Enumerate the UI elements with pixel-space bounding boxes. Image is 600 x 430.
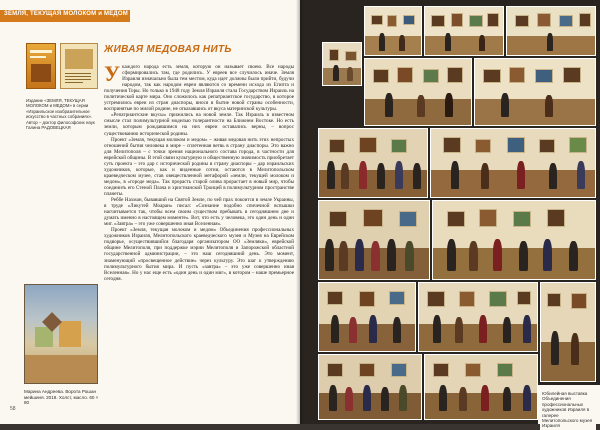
book-caption: Издание «ЗЕМЛЯ, ТЕКУЩАЯ МОЛОКОМ и МЕДОМ» в серии «Израильское изобразительное искусство в частных собраниях». Автор – доктор философских наук Галина РАДОВЕЦКАЯ xyxy=(26,98,95,131)
article-paragraph: Укаждого народа есть земля, которую он называет своею. Все народы сформировались там, где родились. У евреев все случилось иначе. Земля Израиля изначально была тем местом, куда идет должны были прийти, будучи народом, так как народом евреи являются со времени исхода из Египта и получения Торы. Но только в 1948 году Земля Израиля стала Государством Израиль на политической карте мира. Оно сложилось как репатриантское государство, в которое устремились евреи из стран диаспоры, внося в бытие новой страны особенности, воспринятые по милой родине, не отказавшись от вкуса материнской культуры. xyxy=(104,64,294,113)
exhibition-photo xyxy=(430,128,596,198)
left-page xyxy=(0,0,300,424)
page-number: 58 xyxy=(10,406,16,412)
exhibition-photo xyxy=(318,282,416,352)
page-fold xyxy=(296,0,304,424)
article-paragraph: «Репатриантские вкусы» прижились на новой земле. Так Израиль в известном смысле стал полимультурной моделью толерантности на Ближнем Востоке. Но есть земли, которым рождавшимся на них евреи оставались верны, – вопрос существованию исторической родины. xyxy=(104,112,294,137)
exhibition-photo xyxy=(364,6,422,56)
book-cover-image xyxy=(26,43,56,89)
exhibition-photo xyxy=(474,58,596,126)
exhibition-photo xyxy=(364,58,472,126)
exhibition-photo xyxy=(424,6,504,56)
article-body xyxy=(104,64,294,404)
exhibition-photo xyxy=(318,128,428,198)
painting-caption: Марина Андреева. Ворота Рошан мейшиня. 2018. Холст, масло. 60 × 80 xyxy=(24,389,99,406)
article-paragraph: Реббе Нахман, бывавший на Святой Земле, по чей прах покоится в земле Украины, в труде «Ликутей Моаран» писал: «Сознание подобно спичечной вспышки насчитывается так, чтобы всем своим существом пребывать в сегодняшнем дне и думать именно в настоящем моменте». Вот, что есть у человека, это один день и один миг. «Завтра» – это уже совершенно иная Вселенная». xyxy=(104,197,294,228)
section-header-label: ЗЕМЛЯ, ТЕКУЩАЯ МОЛОКОМ и МЕДОМ xyxy=(4,11,128,17)
book-spread-image xyxy=(60,43,98,89)
exhibition-photo xyxy=(318,200,430,280)
article-paragraph: Проект «Земля, текущая молоком и медом» – живая медовая нить этих непростых отношений бытия человека в мире – сплетенная ветвь в страну диаспоры. Это важно для Мелитополя – с точки зрения национального состава города, в частности для еврейской общины. В этой связи культурную и общественную значимость приобретает суть проекта – это дар с исторической родины в страну диаспоры – дар израильских художников, которые, как и виденные сотни, остаются в Мелитопольском краеведческом музее, став овеществленной метафорой «земли, текущей молоком и медом», в «городе меда». Так прорасть старой олива прорастает в новый мир, чтобы соединить его Стеной Плача и христианской Троицей в полимультурном пространстве планеты. xyxy=(104,136,294,197)
article-paragraph: Проект «Земля, текущая молоком и медом» Объединения профессиональных художников Израиля, Мелитопольского краеведческого музея и Музея на Еврейском подворье, осуществившийся благодаря организатором ОО «Земляки», еврейской общине Мелитополя, при поддержке мэрии Мелитополя и Запорожской областной государственной администрации, – это наш сегодняшний день. Это момент, знаменующий «просвещенное действие» через культуру. Это шаг к утверждению полимультурного бытия мира. И пусть «завтра» – это уже совершенно иная Вселенная». Но у нас еще есть «один день и один миг», в котором – наше премьерное сегодня. xyxy=(104,227,294,282)
exhibition-photo xyxy=(424,354,538,420)
exhibition-photo xyxy=(322,42,362,86)
photo-caption: Юбилейная выставка Объединения профессиональных художников Израиля в галерее Мелитопольского музея Израиля xyxy=(540,390,596,430)
article-title: ЖИВАЯ МЕДОВАЯ НИТЬ xyxy=(104,44,232,55)
drop-cap: У xyxy=(104,64,121,86)
exhibition-photo xyxy=(432,200,596,280)
exhibition-photo xyxy=(418,282,538,352)
exhibition-photo xyxy=(318,354,422,420)
exhibition-photo xyxy=(540,282,596,382)
painting-image xyxy=(24,284,98,384)
exhibition-photo xyxy=(506,6,596,56)
